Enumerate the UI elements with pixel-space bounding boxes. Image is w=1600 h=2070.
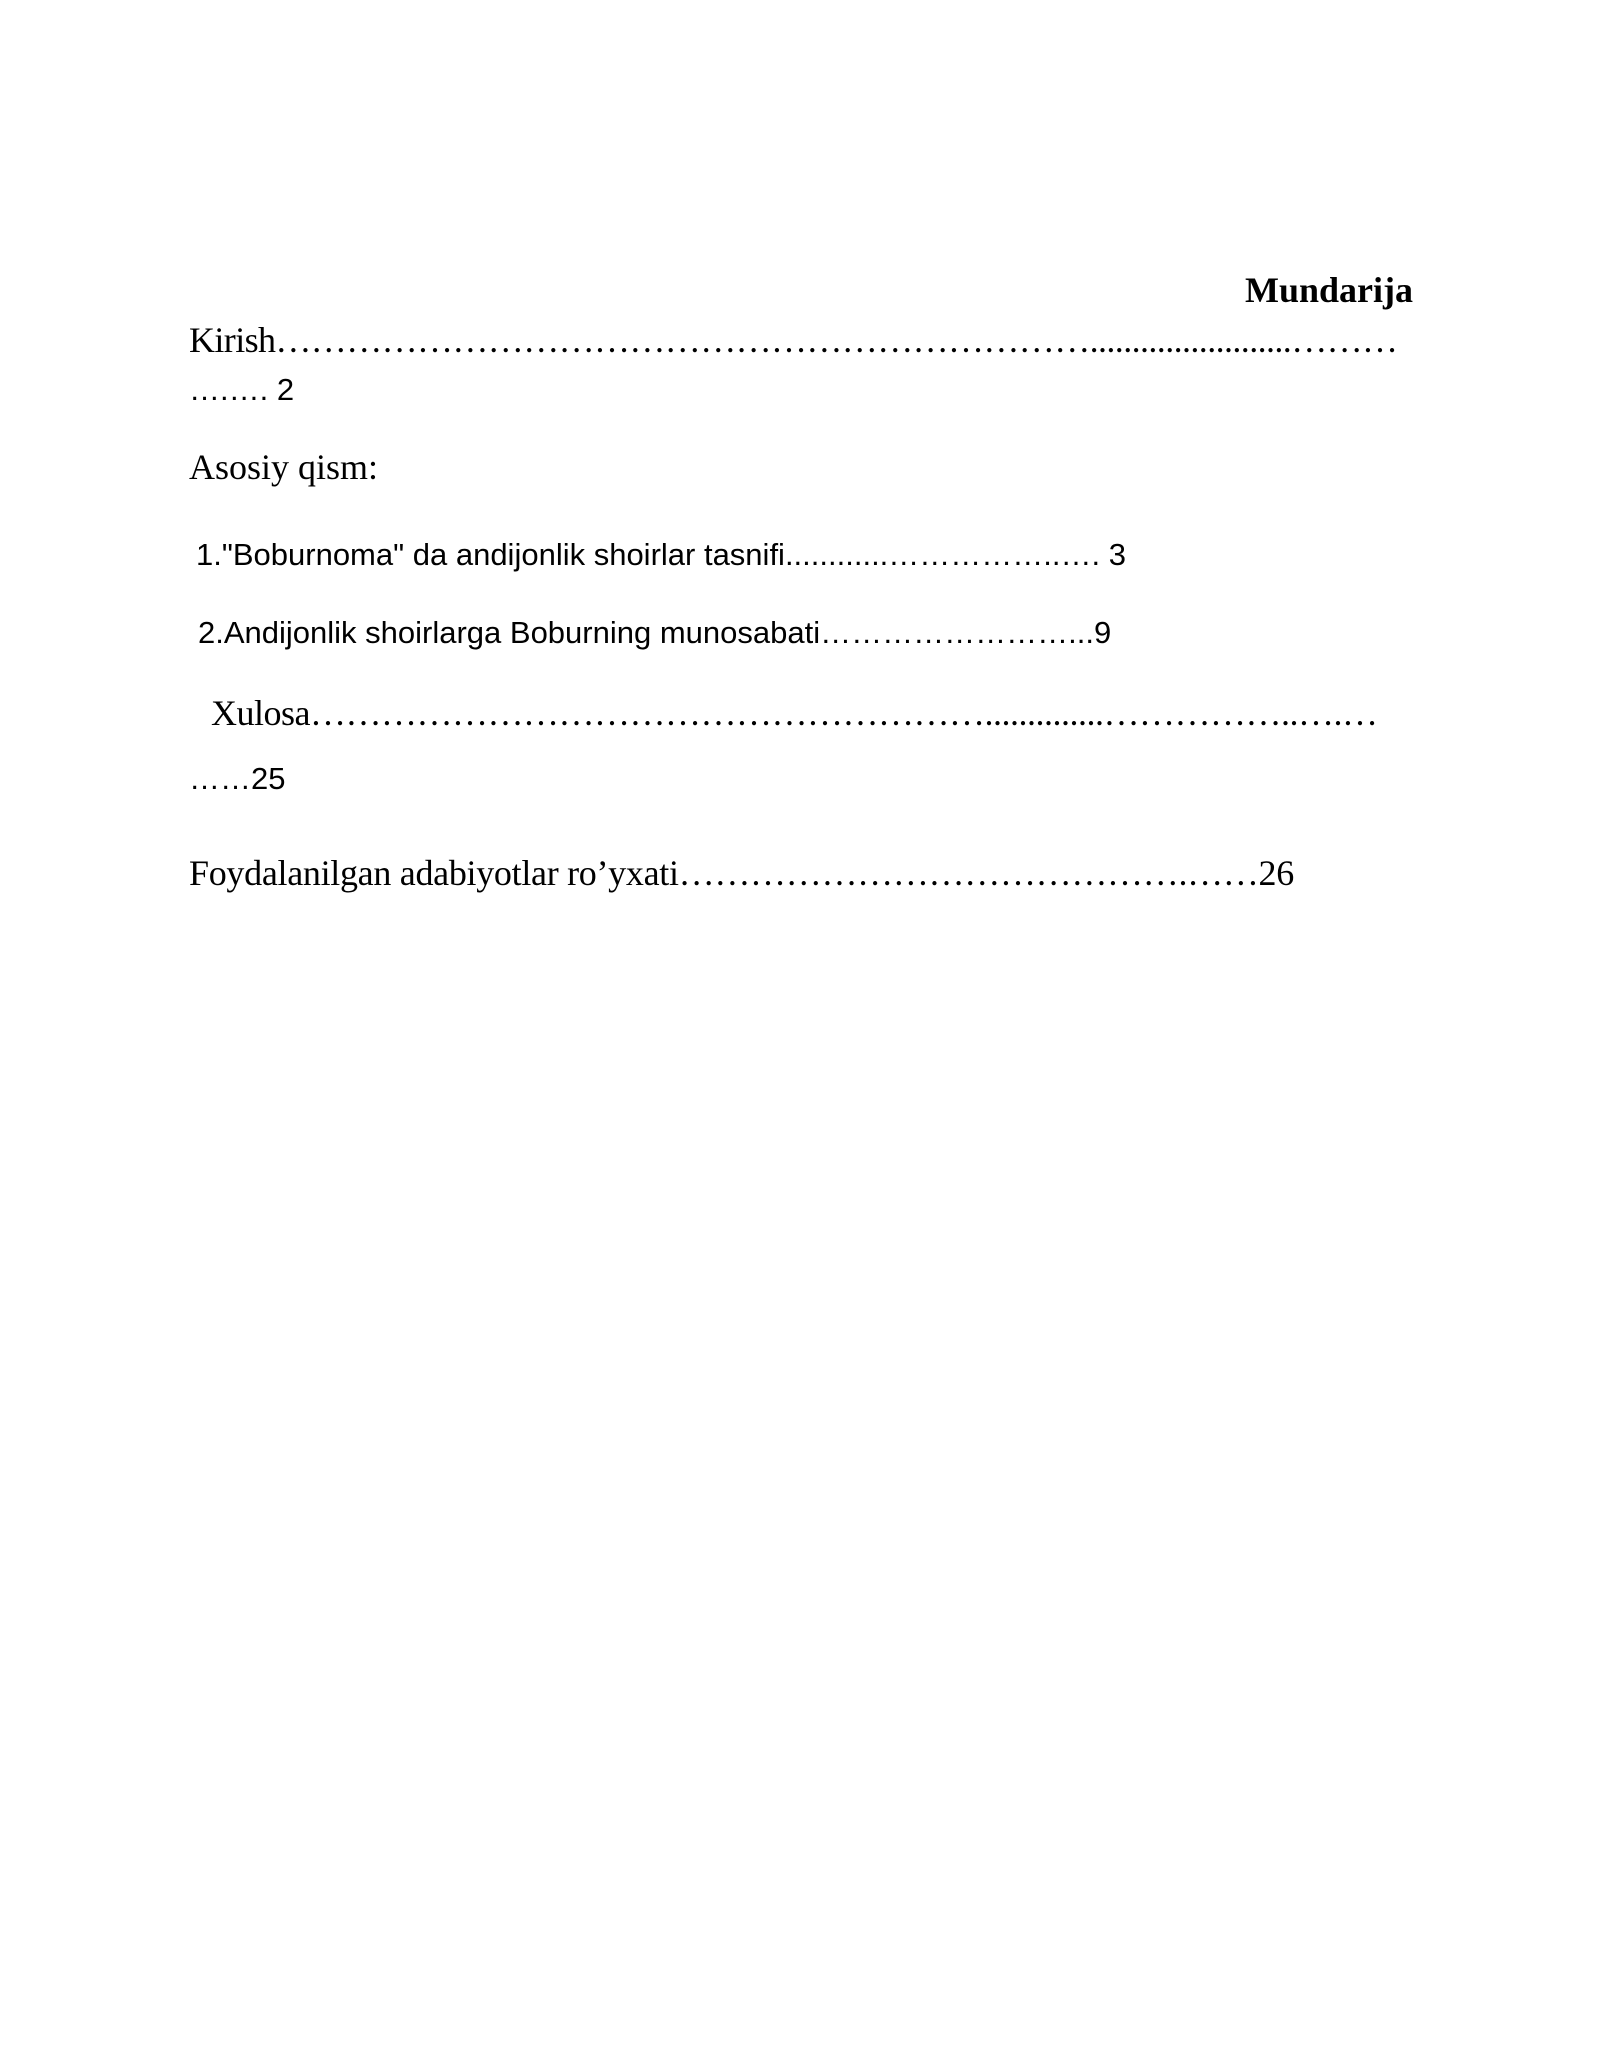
toc-entry-item-1: 1."Boburnoma" da andijonlik shoirlar tasnifi............……………..…. 3 bbox=[196, 537, 1126, 572]
toc-entry-xulosa: Xulosa…………………………………………………..............……………..….… bbox=[211, 693, 1378, 733]
toc-entry-kirish: Kirish……………………………………………………………........................……… bbox=[189, 320, 1398, 360]
toc-entry-foydalanilgan: Foydalanilgan adabiyotlar ro’yxati…………………………………….……26 bbox=[189, 853, 1294, 893]
toc-entry-xulosa-page: ……25 bbox=[189, 761, 286, 796]
toc-section-asosiy: Asosiy qism: bbox=[189, 447, 379, 487]
page-title: Mundarija bbox=[1244, 270, 1413, 310]
toc-entry-item-2: 2.Andijonlik shoirlarga Boburning munosabati……………………...9 bbox=[198, 615, 1112, 650]
toc-entry-kirish-page: ….…. 2 bbox=[189, 372, 295, 407]
